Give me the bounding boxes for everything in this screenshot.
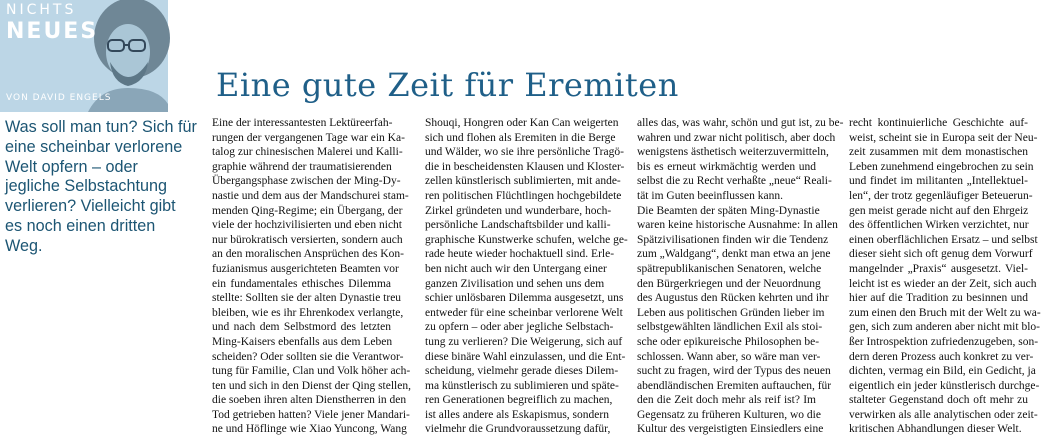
text-line: tung zu verlieren? Die Weigerung, sich auf bbox=[425, 335, 623, 348]
text-line: an den moralischen Ansprüchen des Kon- bbox=[212, 248, 404, 261]
text-line: Eine der interessantesten Lektüreerfah- bbox=[212, 117, 393, 129]
text-line: rade heute wieder hochaktuell sind. Erle- bbox=[425, 248, 615, 261]
text-line: spätrepublikanischen Senatoren, welche bbox=[637, 262, 822, 275]
text-line: zu opfern – oder aber jegliche Selbstach- bbox=[425, 321, 614, 334]
text-line: viele der hochzivilisierten und eben nicht bbox=[212, 219, 403, 232]
text-line: hier auf die Tradition zu besinnen und bbox=[849, 292, 1028, 305]
text-line: talog zur chinesischen Malerei und Kalli- bbox=[212, 146, 403, 159]
column-kicker-bottom: NEUES bbox=[6, 19, 99, 44]
text-line: den Bürgerkriegen und der Neuordnung bbox=[637, 277, 821, 290]
text-line: Ming-Kaisers ebenfalls aus dem Leben bbox=[212, 335, 393, 348]
text-line: Spätzivilisationen finden wir die Tendenz bbox=[637, 233, 829, 246]
text-line: Die Beamten der späten Ming-Dynastie bbox=[637, 204, 820, 217]
text-line: ist alles andere als Eskapismus, sondern bbox=[425, 408, 609, 421]
text-line: nur bürokratisch versierten, sondern auch bbox=[212, 233, 403, 246]
text-line: len“, der trotz gegenläufiger Beteuerun- bbox=[849, 189, 1033, 202]
text-line: graphie während der traumatisierenden bbox=[212, 160, 392, 173]
text-line: gen meist gerade nicht auf den Ehrgeiz bbox=[849, 204, 1029, 217]
text-line: persönliche Landschaftsbilder und kalli- bbox=[425, 219, 611, 232]
text-line: ten und sich in den Dienst der Qing stellen, bbox=[212, 379, 411, 392]
text-line: ben nicht auch wir den Untergang einer bbox=[425, 262, 607, 275]
text-line: Übergangsphase zwischen der Ming-Dy- bbox=[212, 175, 401, 188]
text-line: und nach dem Selbstmord des letzten bbox=[212, 321, 391, 334]
text-line: stalteter Gegenstand doch oft mehr zu bbox=[849, 394, 1028, 407]
text-line: ein fundamentales ethisches Dilemma bbox=[212, 277, 391, 290]
text-line: scheiden? Oder sollten sie die Verantwor- bbox=[212, 350, 404, 363]
author-byline: VON DAVID ENGELS bbox=[6, 93, 112, 103]
article-headline: Eine gute Zeit für Eremiten bbox=[216, 66, 679, 104]
text-line: gen, sich zum anderen aber nicht mit blo- bbox=[849, 321, 1040, 334]
column-portrait bbox=[0, 0, 168, 112]
text-line: und findet im militanten „Intellektuel- bbox=[849, 175, 1028, 188]
article-column-2 bbox=[425, 116, 628, 437]
text-line: leicht ist es wieder an der Zeit, sich auch bbox=[849, 277, 1037, 290]
text-line: graphische Kunstwerke schufen, welche ge- bbox=[425, 233, 628, 246]
text-line: zeit zusammen mit dem monastischen bbox=[849, 146, 1028, 159]
text-line: tung für Familie, Clan und Volk höher ach- bbox=[212, 365, 411, 378]
text-line: ma künstlerisch zu sublimieren und späte- bbox=[425, 379, 619, 392]
text-line: zum einen den Bruch mit der Welt zu wa- bbox=[849, 306, 1041, 319]
text-line: scheidung, vielmehr gerade dieses Dilem- bbox=[425, 365, 619, 378]
article-column-4 bbox=[849, 116, 1041, 437]
text-line: bis es erneut wirkmächtig werden und bbox=[637, 160, 816, 173]
article-column-3 bbox=[637, 116, 844, 437]
text-line: eigentlich ein jeder künstlerisch durchge- bbox=[849, 379, 1040, 392]
text-line: ne und Höflinge wie Xiao Yuncong, Wang bbox=[212, 423, 407, 436]
text-line: Leben aus politischen Gründen lieber im bbox=[637, 306, 825, 319]
article-column-1 bbox=[212, 116, 411, 437]
text-line: bleiben, wie es ihr Ehrenkodex verlangte, bbox=[212, 306, 404, 319]
text-line: Gegensatz zu früheren Kulturen, wo die bbox=[637, 408, 821, 421]
text-line: wahren und zwar nicht politisch, aber doch bbox=[637, 131, 836, 144]
text-line: nastie und dem aus der Mandschurei stam- bbox=[212, 189, 409, 202]
text-line: dichten, vermag ein Bild, ein Gedicht, ja bbox=[849, 365, 1036, 378]
article-body bbox=[212, 116, 1048, 436]
text-line: dieser sieht sich oft genug dem Vorwurf bbox=[849, 248, 1033, 261]
text-line: die soeben ihren alten Dienstherren in den bbox=[212, 394, 407, 407]
text-line: entweder für eine scheinbar verlorene Welt bbox=[425, 306, 623, 319]
text-line: verwirken als alle analytischen oder zeit- bbox=[849, 408, 1038, 421]
text-line: fuzianismus ausgerichteten Beamten vor bbox=[212, 262, 399, 275]
text-line: einen oberflächlichen Ersatz – und selbst bbox=[849, 233, 1038, 246]
text-line: selbstgewählten ländlichen Exil als stoi- bbox=[637, 321, 823, 334]
text-line: abendländischen Eremiten auftauchen, für bbox=[637, 379, 832, 392]
text-line: tät im Guten beeinflussen kann. bbox=[637, 189, 783, 202]
text-line: schier unlösbaren Dilemma ausgesetzt, uns bbox=[425, 292, 624, 305]
text-line: vielmehr die Grundvoraussetzung dafür, bbox=[425, 423, 611, 436]
text-line: alles das, was wahr, schön und gut ist, zu be- bbox=[637, 117, 844, 129]
text-line: stellte: Sollten sie der alten Dynastie treu bbox=[212, 292, 402, 305]
text-line: rungen der vergangenen Tage war ein Ka- bbox=[212, 131, 405, 144]
text-line: den die Zeit doch mehr als reif ist? Im bbox=[637, 394, 816, 407]
text-line: Tod getrieben hatten? Viele jener Mandari- bbox=[212, 408, 410, 421]
text-line: dern deren Prozess auch konkret zu ver- bbox=[849, 350, 1034, 363]
text-line: sche oder epikureische Philosophen be- bbox=[637, 335, 820, 348]
text-line: des öffentlichen Wirken verzichtet, nur bbox=[849, 219, 1029, 232]
text-line: kritischen Abhandlungen dieser Welt. bbox=[849, 423, 1022, 436]
text-line: menden Qing-Regime; ein Übergang, der bbox=[212, 204, 403, 217]
text-line: ren politischen Flüchtlingen hochgebildete bbox=[425, 189, 622, 202]
text-line: des Augustus den Rücken kehrten und ihr bbox=[637, 292, 829, 305]
text-line: sucht zu fragen, wird der Typus des neuen bbox=[637, 365, 831, 378]
text-line: selbst die zu Recht verhaßte „neue“ Reali- bbox=[637, 175, 832, 188]
column-kicker-top: NICHTS bbox=[6, 2, 77, 18]
text-line: weist, scheint sie in Europa seit der Neu- bbox=[849, 131, 1038, 144]
text-line: ren Generationen begreiflich zu machen, bbox=[425, 394, 613, 407]
text-line: zellen künstlerisch sublimierten, mit ande- bbox=[425, 175, 621, 188]
text-line: ganzen Zivilisation und sehen uns dem bbox=[425, 277, 605, 290]
text-line: Zirkel gründeten und wunderbare, hoch- bbox=[425, 204, 612, 217]
text-line: Leben zunehmend eingebrochen zu sein bbox=[849, 160, 1034, 173]
text-line: wenigstens ästhetisch weiterzuvermitteln, bbox=[637, 146, 829, 159]
text-line: ßer Introspektion zufriedenzugeben, son- bbox=[849, 335, 1039, 348]
teaser-text: Was soll man tun? Sich für eine scheinbar verlorene Welt opfern – oder jegliche Selbstachtung verlieren? Vielleicht gibt es noch einen dritten Weg. bbox=[5, 118, 197, 255]
text-line: waren keine historische Ausnahme: In allen bbox=[637, 219, 838, 232]
text-line: zum „Waldgang“, denkt man etwa an jene bbox=[637, 248, 831, 261]
text-line: mangelnder „Praxis“ ausgesetzt. Viel- bbox=[849, 262, 1028, 275]
text-line: recht kontinuierliche Geschichte auf- bbox=[849, 117, 1028, 129]
text-line: die in bescheidensten Klausen und Kloster- bbox=[425, 160, 625, 173]
text-line: und Wälder, wo sie ihre persönliche Tragö- bbox=[425, 146, 624, 159]
text-line: diese binäre Wahl einzulassen, und die Ent- bbox=[425, 350, 626, 363]
text-line: schlossen. Wann aber, so wäre man ver- bbox=[637, 350, 821, 363]
text-line: sich und flohen als Eremiten in die Berge bbox=[425, 131, 616, 144]
text-line: Shouqi, Hongren oder Kan Can weigerten bbox=[425, 117, 619, 129]
text-line: Kultur des vergeistigten Einsiedlers eine bbox=[637, 423, 824, 436]
